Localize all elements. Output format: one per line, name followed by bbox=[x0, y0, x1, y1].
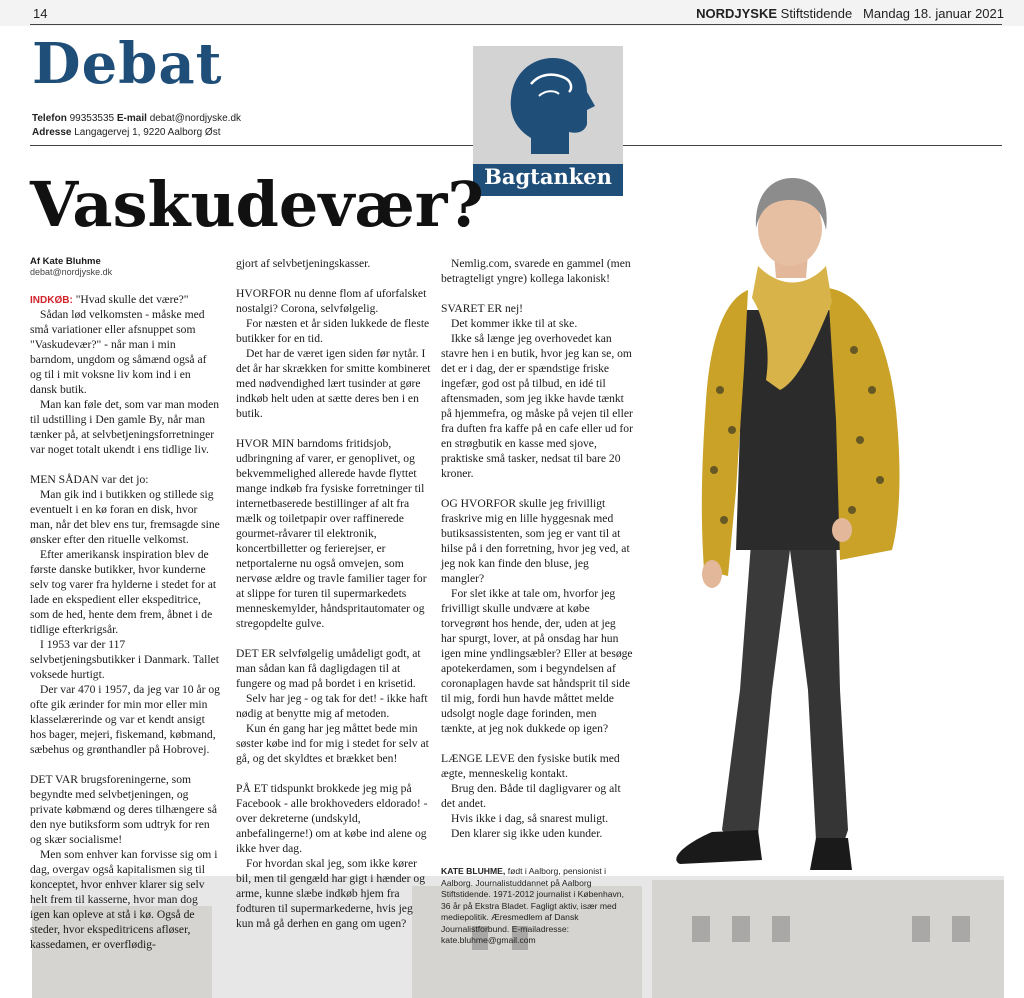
article-paragraph: Brug den. Både til dagligvarer og alt det andet. bbox=[441, 782, 621, 810]
section-email: debat@nordjyske.dk bbox=[149, 113, 242, 124]
article-headline: Vaskudevær? bbox=[30, 168, 484, 241]
contact-line-2 bbox=[32, 127, 220, 138]
head-profile-icon bbox=[473, 46, 623, 164]
article-column-2 bbox=[236, 256, 432, 931]
article-paragraph: OG HVORFOR skulle jeg frivilligt fraskrive mig en lille hyggesnak med butiksassistenten, som jeg er vant til at hilse på i den forretning, hvor jeg ved, at jeg nok kan finde den bluse, jeg mangler? bbox=[441, 497, 630, 585]
address-label: Adresse bbox=[32, 127, 72, 138]
paper-info bbox=[696, 6, 1004, 21]
article-paragraph: Ikke så længe jeg overhovedet kan stavre hen i en butik, hvor jeg kan se, om det er i dag, der er spændstige friske ingefær, god ost på tilbud, en idé til aftensmaden, som jeg ikke havde tænkt på hjemmefra, og måske på vejen til eller fra duften fra kaffe på en cafe eller ud for en strøgbutik en kasse med sjove, praktiske små tasker, nedsat til bare 20 kroner. bbox=[441, 332, 633, 480]
phone-number: 99353535 bbox=[69, 113, 115, 124]
page-header-bar bbox=[0, 0, 1024, 26]
section-address: Langagervej 1, 9220 Aalborg Øst bbox=[74, 127, 221, 138]
article-paragraph: Efter amerikansk inspiration blev de første danske butikker, hvor kunderne selv tog varer fra hylderne i stedet for at lade en ekspedient eller ekspeditrice, som de hed, hente dem frem, åbnet i de tidlige efterkrigsår. bbox=[30, 548, 217, 636]
article-paragraph: HVORFOR nu denne flom af uforfalsket nostalgi? Corona, selvfølgelig. bbox=[236, 287, 427, 315]
email-label: E-mail bbox=[116, 113, 147, 124]
byline: Af Kate Bluhme bbox=[30, 256, 101, 267]
article-paragraph: HVOR MIN barndoms fritidsjob, udbringning af varer, er genoplivet, og bekvemmelighed allerede havde flyttet mange indkøb fra fysiske forretninger til internetbaserede bestillinger af alt fra mælk og toiletpapir over raffinerede gourmet-råvarer til elektronik, koncertbilletter og ferierejser, er netportalerne nu også omvejen, som nervøse ældre og travle familier tager for at slippe for turen til supermarkedets menneskemylder, håndspritautomater og stregopdelte gulve. bbox=[236, 437, 427, 630]
article-paragraph: Kun én gang har jeg måttet bede min søster købe ind for mig i stedet for selv at gå, og det skyldtes et brækket ben! bbox=[236, 722, 429, 765]
article-paragraph: INDKØB: "Hvad skulle det være?" bbox=[30, 293, 189, 306]
logo-label: Bagtanken bbox=[484, 164, 612, 189]
paper-subname: Stiftstidende bbox=[780, 6, 853, 21]
left-hand bbox=[702, 560, 722, 588]
author-bio bbox=[441, 866, 631, 947]
article-paragraph: Nemlig.com, svarede en gammel (men betragteligt yngre) kollega lakonisk! bbox=[441, 257, 631, 285]
article-paragraph: gjort af selvbetjeningskasser. bbox=[236, 257, 371, 270]
article-paragraph: Men som enhver kan forvisse sig om i dag, overgav også kapitalismen sig til konceptet, hvor enhver klarer sig selv helt frem til kasserne, hvor man dog igen kan opleve at stå i kø. Også de steder, hvor ekspeditricens afløser, kassedamen, er overflødig- bbox=[30, 848, 218, 951]
section-title: Debat bbox=[32, 31, 223, 97]
contact-line-1 bbox=[32, 113, 241, 124]
article-paragraph: PÅ ET tidspunkt brokkede jeg mig på Facebook - alle brokhoveders eldorado! - over dekreterne (undskyld, anbefalingerne!) om at købe ind alene og ikke hver dag. bbox=[236, 782, 428, 855]
article-paragraph: Sådan lød velkomsten - måske med små variationer eller afsnuppet som "Vaskudevær?" - når man i min barndom, ungdom og såmænd også af og til i mit voksne liv kom ind i en dansk butik. bbox=[30, 308, 207, 396]
article-paragraph: DET VAR brugsforeningerne, som begyndte med selvbetjeningen, og private købmænd og deres tilhængere så den nye butiksform som udtryk for ren og skær socialisme! bbox=[30, 773, 218, 846]
bio-text: født i Aalborg, pensionist i Aalborg. Journalistuddannet på Aalborg Stiftstidende. 1971-2012 journalist i København, 36 år på Ekstra Bladet. Fagligt aktiv, især med mediepolitik. Æresmedlem af Dansk Journalistforbund. E-mailadresse: kate.bluhme@gmail.com bbox=[441, 866, 624, 945]
paper-name: NORDJYSKE bbox=[696, 6, 778, 21]
article-paragraph: Man gik ind i butikken og stillede sig eventuelt i en kø foran en disk, hvor man, når det blev ens tur, fremsagde sine ønsker efter den rituelle velkomst. bbox=[30, 488, 220, 546]
author-email: debat@nordjyske.dk bbox=[30, 267, 113, 277]
right-leg bbox=[790, 530, 848, 842]
article-column-1 bbox=[30, 256, 220, 952]
phone-label: Telefon bbox=[32, 113, 67, 124]
article-paragraph: Der var 470 i 1957, da jeg var 10 år og ofte gik ærinder for min mor eller min klasselærerinde og var et kendt ansigt hos bager, mejeri, fiskemand, købmand, sæbehus og grønthandler på Hobrovej. bbox=[30, 683, 220, 756]
article-paragraph: DET ER selvfølgelig umådeligt godt, at man sådan kan få dagligdagen til at fungere og mad på bordet i en krisetid. bbox=[236, 647, 421, 690]
right-hand bbox=[832, 518, 852, 542]
article-paragraph: SVARET ER nej! bbox=[441, 302, 524, 315]
article-paragraph: Det har de været igen siden før nytår. I det år har skrækken for smitte kombineret med nødvendighed lært tusinder at gøre indkøb helt uden at sætte deres ben i en butik. bbox=[236, 347, 431, 420]
article-paragraph: Det kommer ikke til at ske. bbox=[451, 317, 578, 330]
page-number: 14 bbox=[33, 6, 48, 21]
article-subhead: MEN SÅDAN var det jo: bbox=[30, 473, 149, 486]
article-paragraph: Hvis ikke i dag, så snarest muligt. bbox=[451, 812, 609, 825]
article-paragraph: LÆNGE LEVE den fysiske butik med ægte, menneskelig kontakt. bbox=[441, 752, 620, 780]
article-paragraph: For slet ikke at tale om, hvorfor jeg frivilligt skulle undvære at købe torvegrønt hos hende, der, uden at jeg har spurgt, lover, at på onsdag har hun igen mine yndlingsæbler? Eller at besøge apotekerdamen, som i begyndelsen af coronaplagen havde sat håndsprit til side til mig, fordi hun havde måttet melde udsolgt nogle dage forinden, men tænkte, at jeg nok dukkede op igen? bbox=[441, 587, 633, 735]
article-paragraph: Selv har jeg - og tak for det! - ikke haft nødig at benytte mig af metoden. bbox=[236, 692, 428, 720]
author-portrait bbox=[640, 170, 940, 890]
article-paragraph: Den klarer sig ikke uden kunder. bbox=[451, 827, 603, 840]
bio-name: KATE BLUHME, bbox=[441, 866, 506, 876]
left-leg bbox=[722, 530, 790, 838]
header-rule bbox=[30, 24, 1002, 25]
left-shoe bbox=[676, 830, 762, 864]
article-paragraph: For næsten et år siden lukkede de fleste butikker for en tid. bbox=[236, 317, 430, 345]
article-paragraph: Man kan føle det, som var man moden til udstilling i Den gamle By, når man tænker på, at selvbetjeningsforretninger var noget totalt ukendt i ens tidlige liv. bbox=[30, 398, 220, 456]
kicker-label: INDKØB: bbox=[30, 295, 73, 306]
article-column-3 bbox=[441, 256, 633, 841]
issue-date: Mandag 18. januar 2021 bbox=[863, 6, 1004, 21]
bagtanken-logo bbox=[473, 46, 623, 196]
article-paragraph: For hvordan skal jeg, som ikke kører bil, men til gengæld har gigt i hænder og arme, kunne slæbe indkøb hjem fra fodturen til supermarkederne, hvis jeg kun må gå derhen en gang om ugen? bbox=[236, 857, 426, 930]
right-shoe bbox=[810, 838, 852, 870]
article-paragraph: I 1953 var der 117 selvbetjeningsbutikker i Danmark. Tallet voksede hurtigt. bbox=[30, 638, 219, 681]
